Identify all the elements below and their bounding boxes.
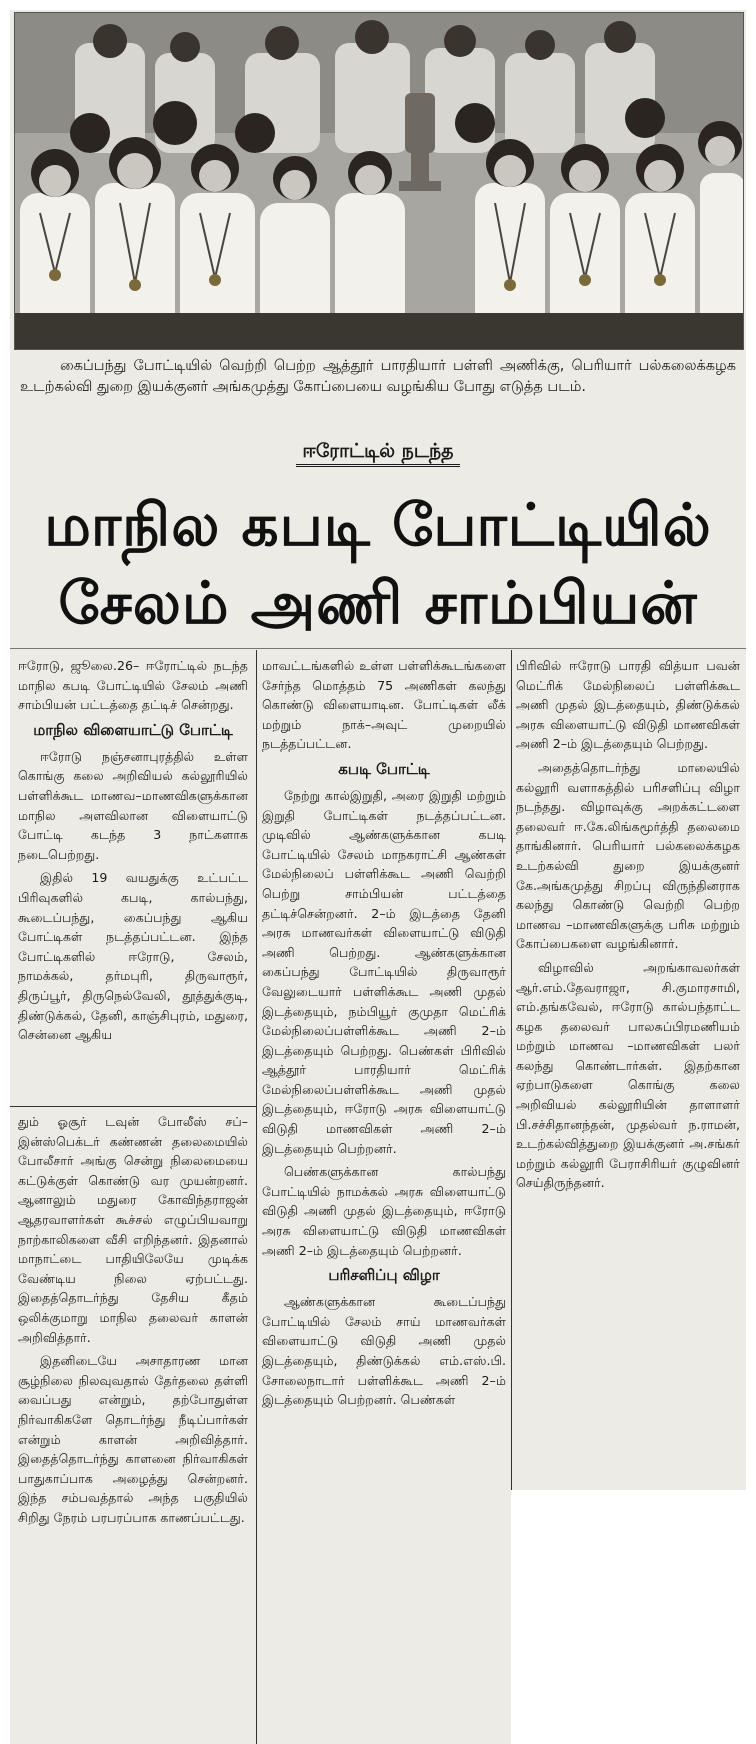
divider-top (10, 648, 746, 649)
column-1-divider (10, 1106, 256, 1107)
paragraph: ஆண்களுக்கான கூடைப்பந்து போட்டியில் சேலம் சாய் மாணவர்கள் விளையாட்டு விடுதி அணி முதல் இடத்தையும், திண்டுக்கல் எம்.எஸ்.பி. சோலைநாடார் பள்ளிக்கூட அணி 2–ம் இடத்தையும் பெற்றனர். பெண்கள் (262, 1294, 506, 1408)
paragraph: பிரிவில் ஈரோடு பாரதி வித்யா பவன் மெட்ரிக் மேல்நிலைப் பள்ளிக்கூட அணி முதல் இடத்தையும், திண்டுக்கல் அரசு விளையாட்டு விடுதி மாணவிகள் அணி 2–ம் இடத்தையும் பெற்றது. (516, 658, 740, 752)
kicker (248, 440, 508, 470)
team-photo-icon (15, 13, 744, 350)
paragraph: ஈரோடு, ஜூலை.26– ஈரோட்டில் நடந்த மாநில கபடி போட்டியில் சேலம் அணி சாம்பியன் பட்டத்தை தட்டிச் சென்றது. (18, 658, 248, 713)
column-divider-2 (511, 650, 512, 1490)
subheading: கபடி போட்டி (338, 759, 430, 778)
photo-caption: கைப்பந்து போட்டியில் வெற்றி பெற்ற ஆத்தூர் பாரதியார் பள்ளி அணிக்கு, பெரியார் பல்கலைக்கழக உடற்கல்வி துறை இயக்குனர் அங்கமுத்து கோப்பையை வழங்கிய போது எடுத்த படம். (20, 358, 736, 395)
kicker-text: ஈரோட்டில் நடந்த (296, 440, 459, 467)
paragraph: அதைத்தொடர்ந்து மாலையில் கல்லூரி வளாகத்தில் பரிசளிப்பு விழா நடந்தது. விழாவுக்கு அறக்கட்டளை தலைவர் ஈ.கே.லிங்கமூர்த்தி தலைமை தாங்கினார். பெரியார் பல்கலைக்கழக உடற்கல்வி துறை இயக்குனர் கே.அங்கமுத்து சிறப்பு விருந்தினராக கலந்து கொண்டு வெற்றி பெற்ற மாணவ –மாணவிகளுக்கு பரிசு மற்றும் கோப்பைகளை வழங்கினார். (516, 759, 740, 952)
headline-line-1: மாநில கபடி போட்டியில் (44, 491, 712, 559)
subheading: பரிசளிப்பு விழா (328, 1266, 440, 1285)
paragraph: நேற்று கால்இறுதி, அரை இறுதி மற்றும் இறுதி போட்டிகள் நடத்தப்பட்டன. முடிவில் ஆண்களுக்கான கபடி போட்டியில் சேலம் மாநகராட்சி ஆண்கள் மேல்நிலைப் பள்ளிக்கூட அணி வெற்றி பெற்று சாம்பியன் பட்டத்தை தட்டிச்சென்றனர். 2–ம் இடத்தை தேனி அரசு மாணவர்கள் விளையாட்டு விடுதி அணி பெற்றது. ஆண்களுக்கான கைப்பந்து போட்டியில் திருவாரூர் வேலுடையார் பள்ளிக்கூட அணி முதல் இடத்தையும், நம்பியூர் குமுதா மெட்ரிக் மேல்நிலைப்பள்ளிக்கூட அணி 2–ம் இடத்தையும் பெற்றது. பெண்கள் பிரிவில் ஆத்தூர் பாரதியார் மெட்ரிக் மேல்நிலைப்பள்ளிக்கூட அணி முதல் இடத்தையும், ஈரோடு அரசு விளையாட்டு விடுதி மாணவிகள் அணி 2–ம் இடத்தையும் பெற்றனர். (262, 787, 506, 1156)
paragraph: தும் ஓசூர் டவுன் போலீஸ் சப்–இன்ஸ்பெக்டர் கண்ணன் தலைமையில் போலீசார் அங்கு சென்று நிலைமையை கட்டுக்குள் கொண்டு வர முயன்றனர். ஆனாலும் மதுரை கோவிந்தராஜன் ஆதரவாளர்கள் கூச்சல் எழுப்பியவாறு நாற்காலிகளை வீசி எறிந்தனர். இதனால் மாநாட்டை பாதியிலேயே முடிக்க வேண்டிய நிலை ஏற்பட்டது. இதைத்தொடர்ந்து தேசிய கீதம் ஒலிக்குமாறு மாநில தலைவர் காளன் அறிவித்தார். (18, 1114, 248, 1345)
article-column-2 (262, 656, 506, 1742)
subheading: மாநில விளையாட்டு போட்டி (33, 720, 233, 739)
paragraph: மாவட்டங்களில் உள்ள பள்ளிக்கூடங்களை சேர்ந்த மொத்தம் 75 அணிகள் கலந்து கொண்டு விளையாடின. போட்டிகள் லீக் மற்றும் நாக்–அவுட் முறையில் நடத்தப்பட்டன. (262, 658, 506, 752)
paragraph: விழாவில் அறங்காவலர்கள் ஆர்.எம்.தேவராஜா, சி.குமாரசாமி, எம்.தங்கவேல், ஈரோடு கால்பந்தாட்ட கழக தலைவர் பாலசுப்பிரமணியம் மற்றும் மாணவ –மாணவிகள் பலர் கலந்து கொண்டார்கள். இதற்கான ஏற்பாடுகளை கொங்கு கலை அறிவியல் கல்லூரியின் தாளாளர் பி.சச்சிதானந்தன், முதல்வர் ந.ராமன், உடற்கல்வித்துறை இயக்குனர் அ.சங்கர் மற்றும் கல்லூரி பேராசிரியர் குழுவினர் செய்திருந்தனர். (516, 959, 740, 1191)
team-photo (14, 12, 744, 350)
article-column-1 (18, 656, 248, 1104)
column-divider-1 (256, 650, 257, 1744)
headline-line-2: சேலம் அணி சாம்பியன் (58, 569, 698, 637)
paragraph: இதில் 19 வயதுக்கு உட்பட்ட பிரிவுகளில் கபடி, கால்பந்து, கூடைப்பந்து, கைப்பந்து ஆகிய போட்டிகள் நடத்தப்பட்டன. இந்த போட்டிகளில் ஈரோடு, சேலம், நாமக்கல், தர்மபுரி, திருவாரூர், திருப்பூர், திருநெல்வேலி, தூத்துக்குடி, திண்டுக்கல், தேனி, காஞ்சிபுரம், மதுரை, சென்னை ஆகிய (18, 870, 248, 1043)
paragraph: ஈரோடு நஞ்சனாபுரத்தில் உள்ள கொங்கு கலை அறிவியல் கல்லூரியில் பள்ளிக்கூட மாணவ–மாணவிகளுக்கான மாநில அளவிலான விளையாட்டு போட்டி கடந்த 3 நாட்களாக நடைபெற்றது. (18, 748, 248, 862)
paragraph: இதனிடையே அசாதாரண மான சூழ்நிலை நிலவுவதால் தேர்தலை தள்ளி வைப்பது என்றும், தற்போதுள்ள நிர்வாகிகளே தொடர்ந்து நீடிப்பார்கள் என்றும் காளன் அறிவித்தார். இதைத்தொடர்ந்து காளனை நிர்வாகிகள் பாதுகாப்பாக அழைத்து சென்றனர். இந்த சம்பவத்தால் அந்த பகுதியில் சிறிது நேரம் பரபரப்பாக காணப்பட்டது. (18, 1353, 248, 1525)
article-column-3 (516, 656, 740, 1484)
article-column-1-continued (18, 1112, 248, 1742)
paragraph: பெண்களுக்கான கால்பந்து போட்டியில் நாமக்கல் அரசு விளையாட்டு விடுதி அணி முதல் இடத்தையும், ஈரோடு அரசு விளையாட்டு விடுதி மாணவிகள் அணி 2–ம் இடத்தையும் பெற்றனர். (262, 1164, 506, 1258)
